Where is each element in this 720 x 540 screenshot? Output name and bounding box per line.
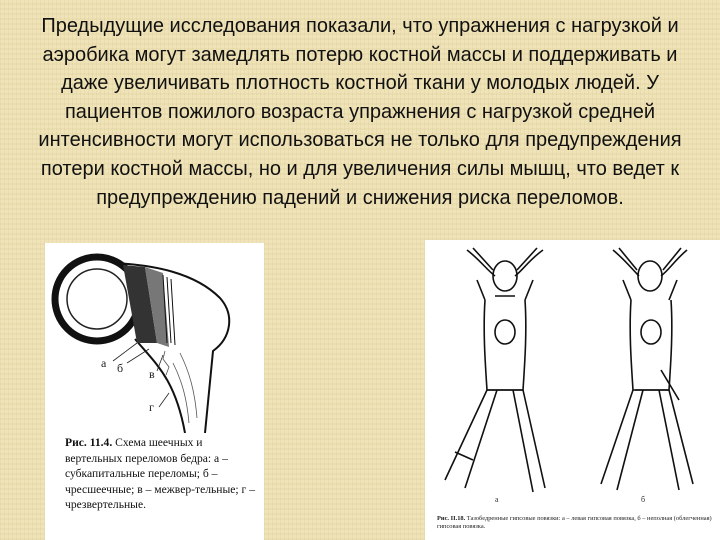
femur-fracture-figure	[45, 243, 264, 540]
figure-b-body	[601, 248, 693, 490]
label-b: б	[117, 361, 124, 375]
figure-a-body	[445, 248, 545, 492]
label-fig-a: а	[495, 495, 499, 504]
label-g: г	[149, 400, 154, 414]
label-v: в	[149, 367, 155, 381]
hip-cast-figure	[425, 240, 720, 540]
femur-fracture-drawing	[45, 243, 264, 433]
label-fig-b: б	[641, 495, 646, 504]
femur-caption-title: Рис. 11.4.	[65, 436, 113, 449]
slide-body-text: Предыдущие исследования показали, что упражнения с нагрузкой и аэробика могут замедлять потерю костной массы и поддерживать и даже увеличивать плотность костной ткани у молодых людей. У пациентов пожилого возраста упражнения с нагрузкой средней интенсивности могут использоваться не только для предупреждения потери костной массы, но и для увеличения силы мышц, что ведет к предупреждению падений и снижения риска переломов.	[38, 15, 682, 209]
femur-figure-caption	[65, 435, 261, 513]
hip-cast-caption-body: Тазобедренные гипсовые повязки: а – левая гипсовая повязка, б – неполная (облегченная) гипсовая повязка.	[437, 515, 712, 530]
label-a: а	[101, 356, 107, 370]
hip-cast-drawing	[425, 240, 720, 512]
hip-cast-caption	[437, 515, 717, 531]
femur-caption-body: Схема шеечных и вертельных переломов бедра: а – субкапитальные переломы; б – чресшеечные; в – межвер-тельные; г – чрезвертельные.	[65, 436, 255, 511]
hip-cast-caption-title: Рис. II.18.	[437, 515, 466, 522]
